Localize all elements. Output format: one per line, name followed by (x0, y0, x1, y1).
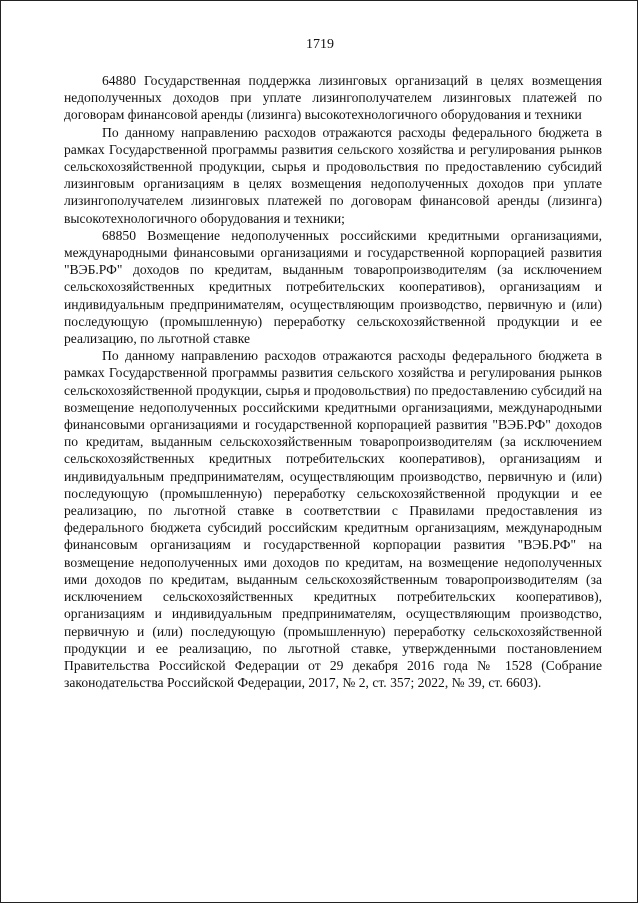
paragraph-description-68850: По данному направлению расходов отражаются расходы федерального бюджета в рамках Государственной программы развития сельского хозяйства и регулирования рынков сельскохозяйственной продукции, сырья и продовольствия) по предоставлению субсидий на возмещение недополученных российскими кредитными организациями, международными финансовыми организациями и государственной корпорацией развития "ВЭБ.РФ" доходов по кредитам, выданным сельскохозяйственным товаропроизводителям (за исключением сельскохозяйственных кредитных потребительских кооперативов), организациям и индивидуальным предпринимателям, осуществляющим производство, первичную и (или) последующую (промышленную) переработку сельскохозяйственной продукции и ее реализацию, по льготной ставке в соответствии с Правилами предоставления из федерального бюджета субсидий российским кредитным организациям, международным финансовым организациям и государственной корпорации развития "ВЭБ.РФ" на возмещение недополученных ими доходов по кредитам, на возмещение недополученных ими доходов по кредитам, выданным сельскохозяйственным товаропроизводителям (за исключением сельскохозяйственных кредитных потребительских кооперативов), организациям и индивидуальным предпринимателям, осуществляющим производство, первичную и (или) последующую (промышленную) переработку сельскохозяйственной продукции и ее реализацию, по льготной ставке, утвержденными постановлением Правительства Российской Федерации от 29 декабря 2016 года № 1528 (Собрание законодательства Российской Федерации, 2017, № 2, ст. 357; 2022, № 39, ст. 6603). (64, 348, 602, 691)
paragraph-code-68850: 68850 Возмещение недополученных российскими кредитными организациями, международными финансовыми организациями и государственной корпорацией развития "ВЭБ.РФ" доходов по кредитам, выданным товаропроизводителям (за исключением сельскохозяйственных кредитных потребительских кооперативов), организациям и индивидуальным предпринимателям, осуществляющим производство, первичную и (или) последующую (промышленную) переработку сельскохозяйственной продукции и ее реализацию, по льготной ставке (64, 227, 602, 347)
document-body (64, 72, 602, 691)
paragraph-code-64880: 64880 Государственная поддержка лизинговых организаций в целях возмещения недополученных доходов при уплате лизингополучателем лизинговых платежей по договорам финансовой аренды (лизинга) высокотехнологичного оборудования и техники (64, 73, 602, 123)
page-number: 1719 (306, 37, 334, 52)
paragraph-description-64880: По данному направлению расходов отражаются расходы федерального бюджета в рамках Государственной программы развития сельского хозяйства и регулирования рынков сельскохозяйственной продукции, сырья и продовольствия по предоставлению субсидий лизинговым организациям в целях возмещения недополученных доходов при уплате лизингополучателем лизинговых платежей по договорам финансовой аренды (лизинга) высокотехнологичного оборудования и техники; (64, 124, 602, 226)
